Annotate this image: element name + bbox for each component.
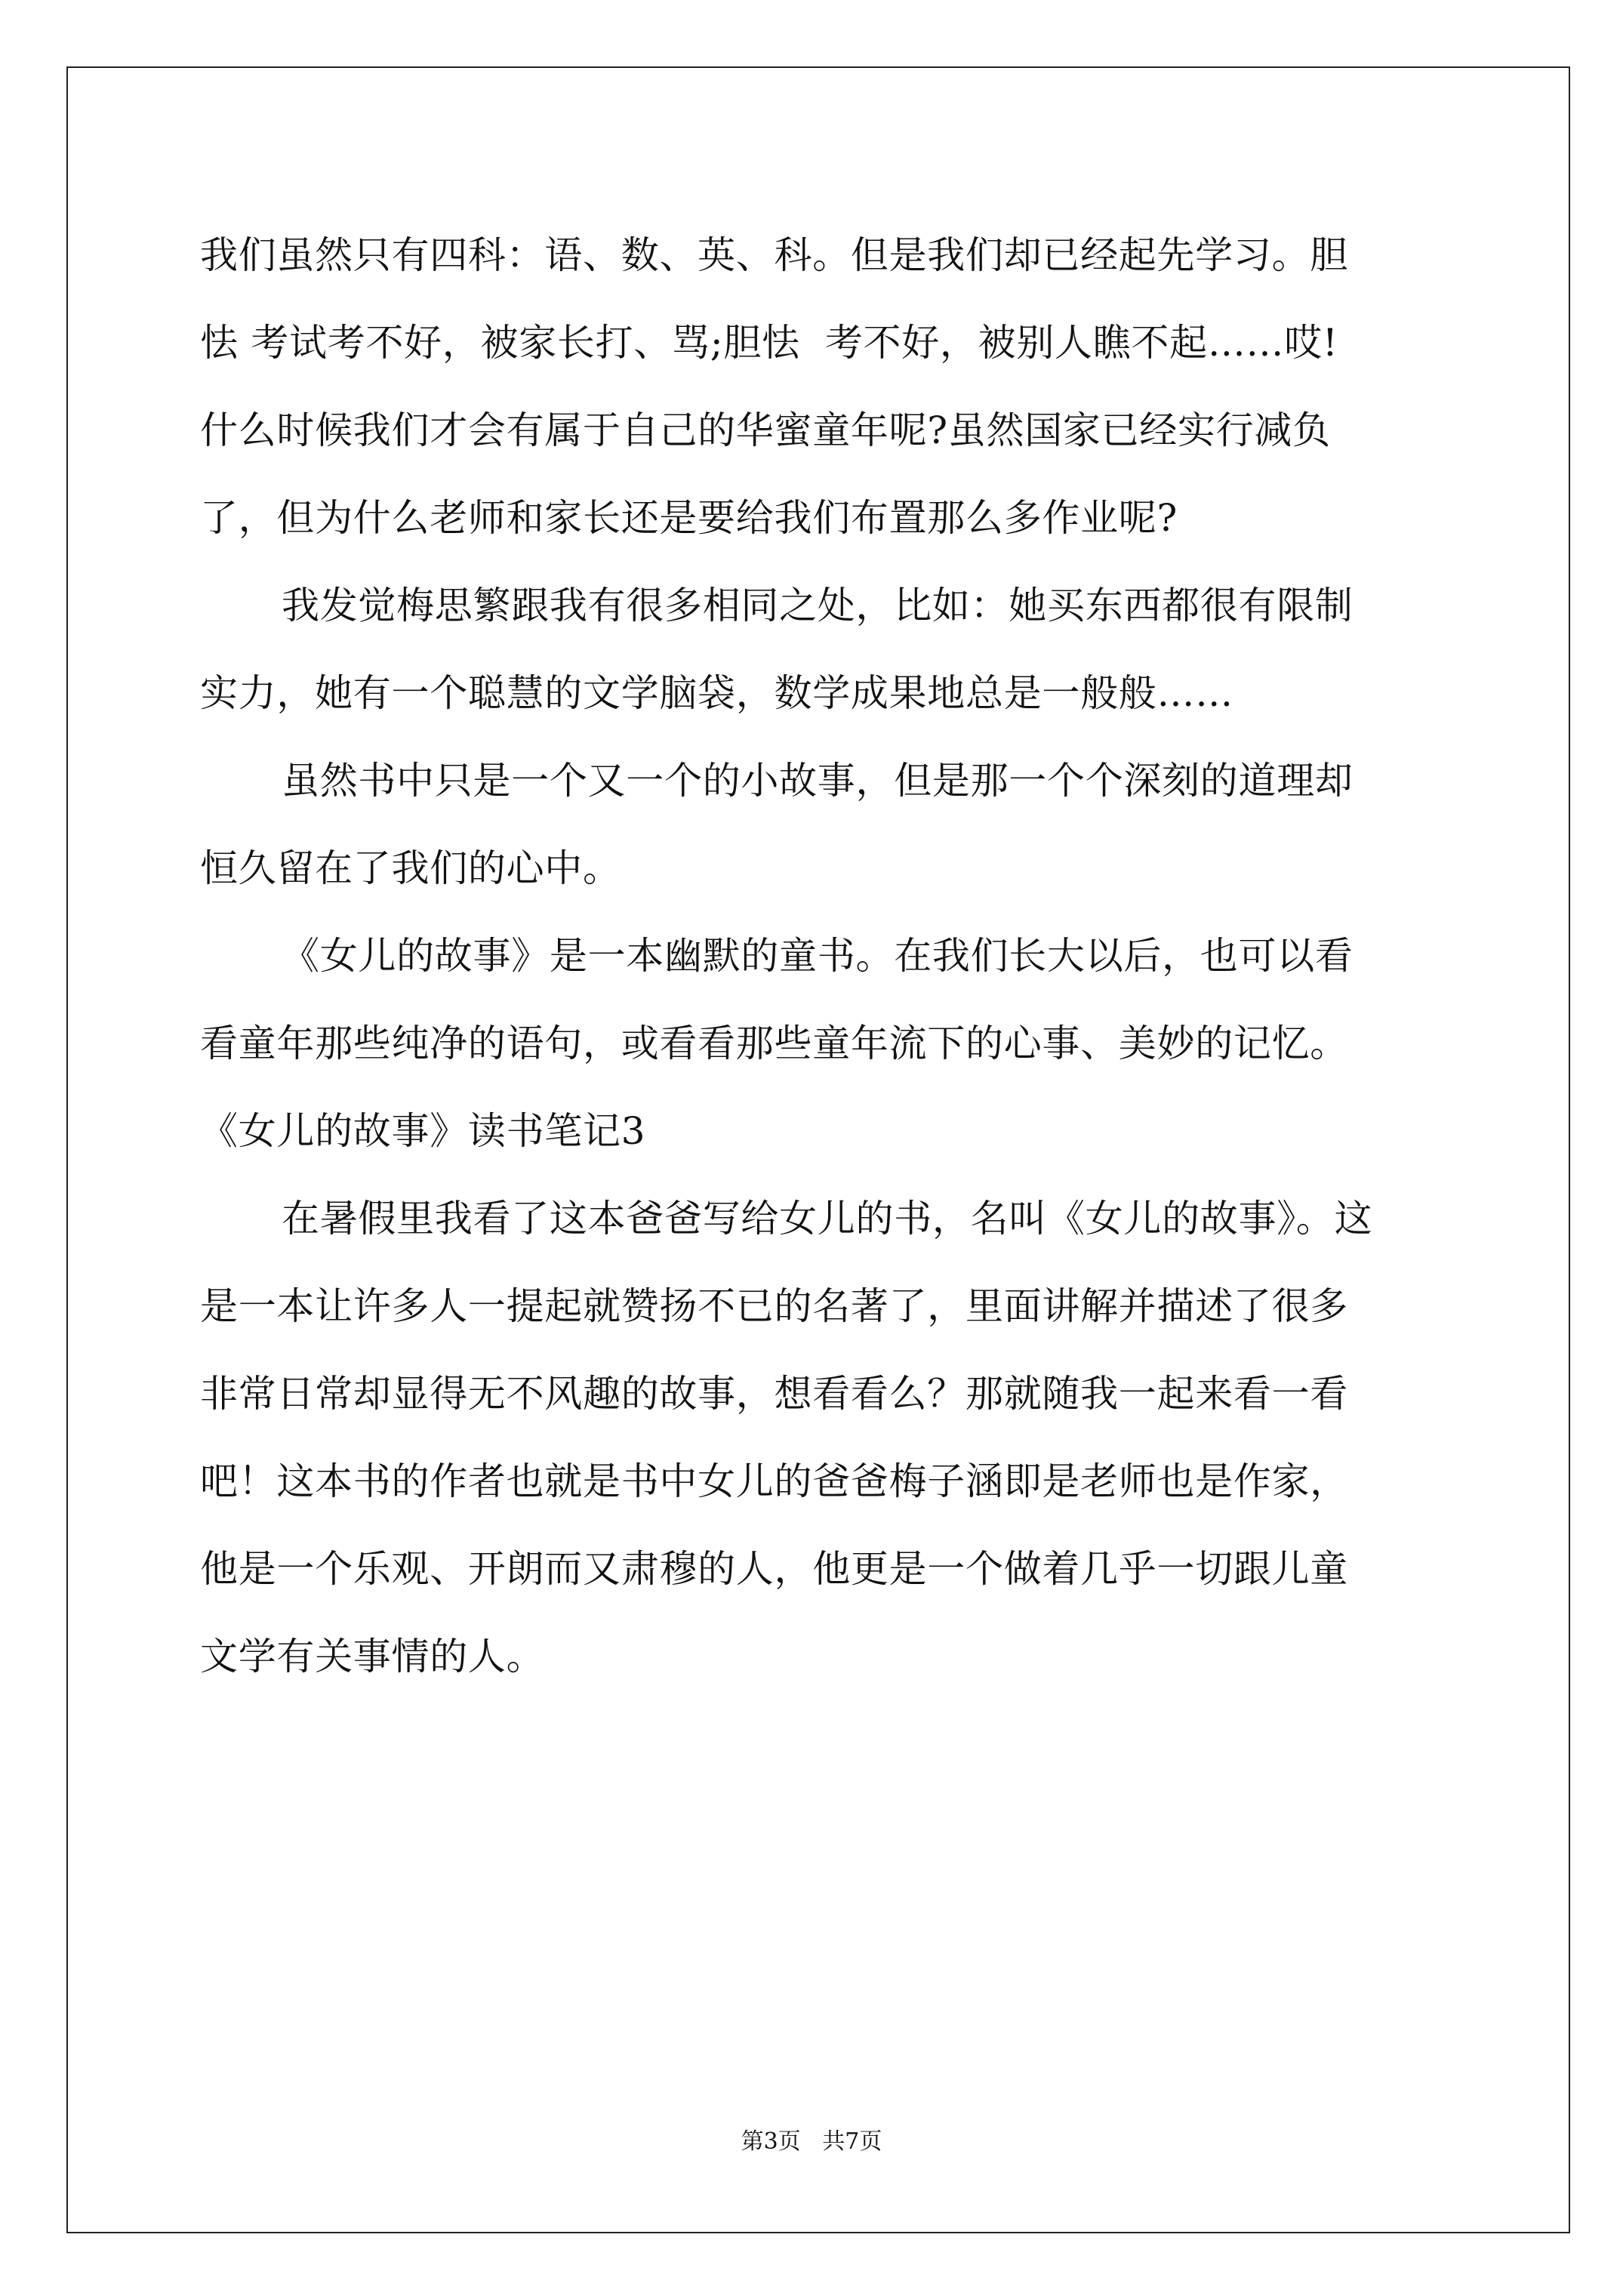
text-line: 他是一个乐观、开朗而又肃穆的人，他更是一个做着几乎一切跟儿童 [200,1547,1348,1591]
text-line: 看童年那些纯净的语句，或看看那些童年流下的心事、美妙的记忆。 [200,1022,1348,1065]
text-line: 恒久留在了我们的心中。 [200,846,621,890]
text-line: 实力，她有一个聪慧的文学脑袋，数学成果地总是一般般…… [200,671,1233,715]
paragraph-first-line: 《女儿的故事》是一本幽默的童书。在我们长大以后，也可以看 [282,934,1354,978]
text-line: 怯 考试考不好，被家长打、骂;胆怯 考不好，被别人瞧不起……哎! [200,321,1338,365]
document-body [200,211,1431,1700]
text-line: 了，但为什么老师和家长还是要给我们布置那么多作业呢? [200,496,1178,540]
text-line: 非常日常却显得无不风趣的故事，想看看么？那就随我一起来看一看 [200,1372,1348,1416]
text-line: 吧！这本书的作者也就是书中女儿的爸爸梅子涵即是老师也是作家， [200,1459,1348,1503]
paragraph-first-line: 我发觉梅思繁跟我有很多相同之处，比如：她买东西都很有限制 [282,584,1354,627]
text-line: 我们虽然只有四科：语、数、英、科。但是我们却已经起先学习。胆 [200,233,1348,277]
section-heading: 《女儿的故事》读书笔记3 [200,1109,646,1153]
text-line: 文学有关事情的人。 [200,1635,545,1678]
page-number-footer: 第3页 共7页 [741,2128,882,2155]
text-line: 什么时候我们才会有属于自己的华蜜童年呢?虽然国家已经实行减负 [200,408,1331,452]
paragraph-first-line: 在暑假里我看了这本爸爸写给女儿的书，名叫《女儿的故事》。这 [282,1197,1373,1240]
paragraph-first-line: 虽然书中只是一个又一个的小故事，但是那一个个深刻的道理却 [282,759,1354,803]
text-line: 是一本让许多人一提起就赞扬不已的名著了，里面讲解并描述了很多 [200,1284,1348,1328]
